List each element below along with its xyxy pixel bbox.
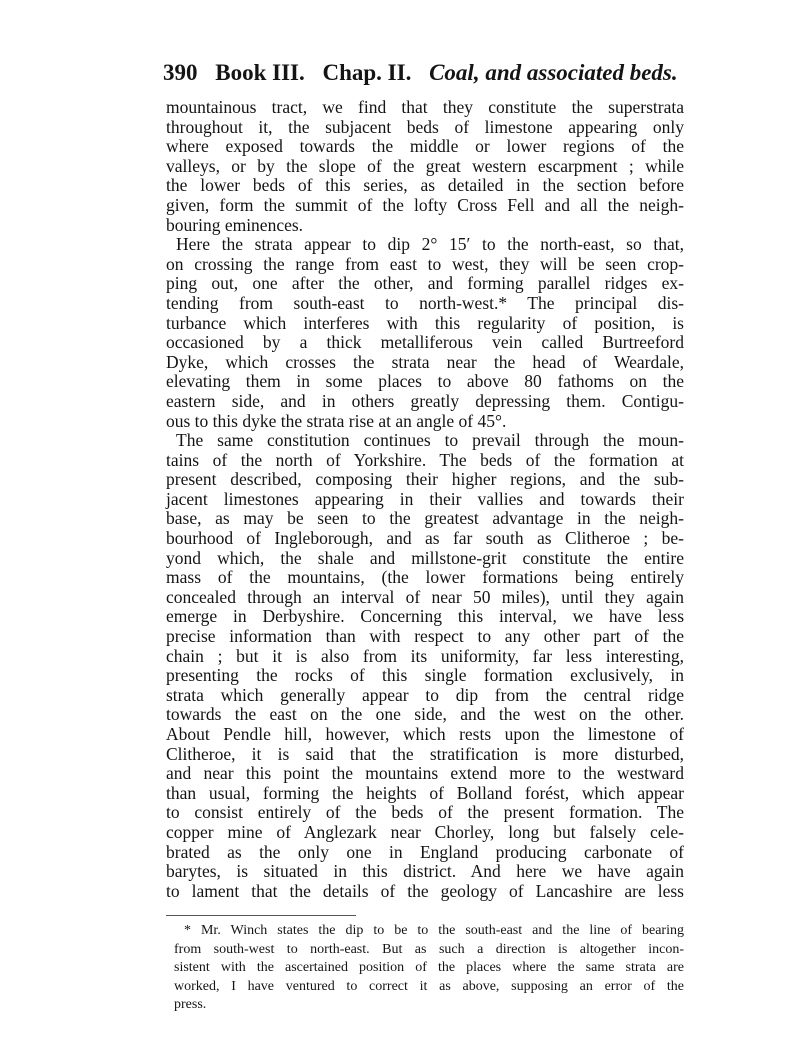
body-line: base, as may be seen to the greatest advantage in the neigh- bbox=[166, 508, 684, 529]
body-line: bourhood of Ingleborough, and as far south as Clitheroe ; be- bbox=[166, 528, 684, 549]
footnote-rule bbox=[166, 915, 356, 916]
body-line: ous to this dyke the strata rise at an angle of 45°. bbox=[166, 410, 507, 431]
body-line: the lower beds of this series, as detailed in the section before bbox=[166, 175, 684, 196]
body-line: About Pendle hill, however, which rests upon the limestone of bbox=[166, 724, 684, 744]
body-line: eastern side, and in others greatly depressing them. Contigu- bbox=[166, 390, 684, 411]
body-line: turbance which interferes with this regularity of position, is bbox=[166, 312, 684, 333]
body-line: present described, composing their higher regions, and the sub- bbox=[166, 469, 684, 490]
body-line: elevating them in some places to above 80 fathoms on the bbox=[166, 371, 684, 392]
page-number: 390 bbox=[163, 60, 198, 85]
subject-label: Coal, and associated beds. bbox=[429, 60, 678, 85]
footnote-line: press. bbox=[174, 997, 207, 1012]
footnote-line: worked, I have ventured to correct it as above, supposing an error of the bbox=[174, 978, 684, 994]
footnote-line: from south-west to north-east. But as such a direction is altogether incon- bbox=[174, 941, 684, 957]
footnote-line: sistent with the ascertained position of the places where the same strata are bbox=[174, 960, 684, 975]
body-line: towards the east on the one side, and the west on the other. bbox=[166, 704, 684, 725]
body-line: precise information than with respect to any other part of the bbox=[166, 626, 684, 647]
body-line: to lament that the details of the geology of Lancashire are less bbox=[166, 880, 684, 901]
body-line: Here the strata appear to dip 2° 15′ to the north-east, so that, bbox=[176, 234, 684, 255]
running-head bbox=[163, 56, 683, 90]
body-line: presenting the rocks of this single formation exclusively, in bbox=[166, 665, 684, 686]
body-line: chain ; but it is also from its uniformity, far less interesting, bbox=[166, 645, 684, 666]
body-line: barytes, is situated in this district. And here we have again bbox=[166, 861, 684, 882]
book-label: Book III. bbox=[215, 60, 305, 85]
body-line: emerge in Derbyshire. Concerning this interval, we have less bbox=[166, 606, 684, 627]
body-line: bouring eminences. bbox=[166, 214, 304, 235]
body-text bbox=[166, 98, 684, 901]
body-line: to consist entirely of the beds of the present formation. The bbox=[166, 802, 684, 823]
body-line: The same constitution continues to prevail through the moun- bbox=[176, 430, 684, 451]
body-line: yond which, the shale and millstone-grit constitute the entire bbox=[166, 547, 684, 568]
body-line: ping out, one after the other, and forming parallel ridges ex- bbox=[166, 273, 684, 294]
body-line: jacent limestones appearing in their vallies and towards their bbox=[166, 488, 684, 509]
body-line: concealed through an interval of near 50 miles), until they again bbox=[166, 586, 684, 607]
body-line: copper mine of Anglezark near Chorley, long but falsely cele- bbox=[166, 821, 684, 842]
body-line: tains of the north of Yorkshire. The beds of the formation at bbox=[166, 449, 684, 470]
body-line: tending from south-east to north-west.* The principal dis- bbox=[166, 292, 684, 313]
body-line: Dyke, which crosses the strata near the head of Weardale, bbox=[166, 351, 684, 372]
body-line: mountainous tract, we find that they constitute the superstrata bbox=[166, 97, 684, 117]
body-line: on crossing the range from east to west, they will be seen crop- bbox=[166, 253, 684, 274]
body-line: given, form the summit of the lofty Cross Fell and all the neigh- bbox=[166, 194, 684, 215]
body-line: and near this point the mountains extend more to the westward bbox=[166, 763, 684, 784]
body-line: than usual, forming the heights of Bolland forést, which appear bbox=[166, 782, 684, 803]
footnote bbox=[174, 922, 684, 1015]
body-line: mass of the mountains, (the lower formations being entirely bbox=[166, 567, 684, 588]
body-line: throughout it, the subjacent beds of limestone appearing only bbox=[166, 116, 684, 137]
body-line: Clitheroe, it is said that the stratification is more disturbed, bbox=[166, 743, 684, 764]
chapter-label: Chap. II. bbox=[322, 60, 412, 85]
body-line: strata which generally appear to dip from the central ridge bbox=[166, 684, 684, 705]
body-line: brated as the only one in England producing carbonate of bbox=[166, 841, 684, 862]
body-line: valleys, or by the slope of the great western escarpment ; while bbox=[166, 155, 684, 176]
body-line: where exposed towards the middle or lower regions of the bbox=[166, 136, 684, 157]
footnote-line: * Mr. Winch states the dip to be to the south-east and the line of bearing bbox=[184, 923, 684, 938]
body-line: occasioned by a thick metalliferous vein called Burtreeford bbox=[166, 332, 684, 353]
